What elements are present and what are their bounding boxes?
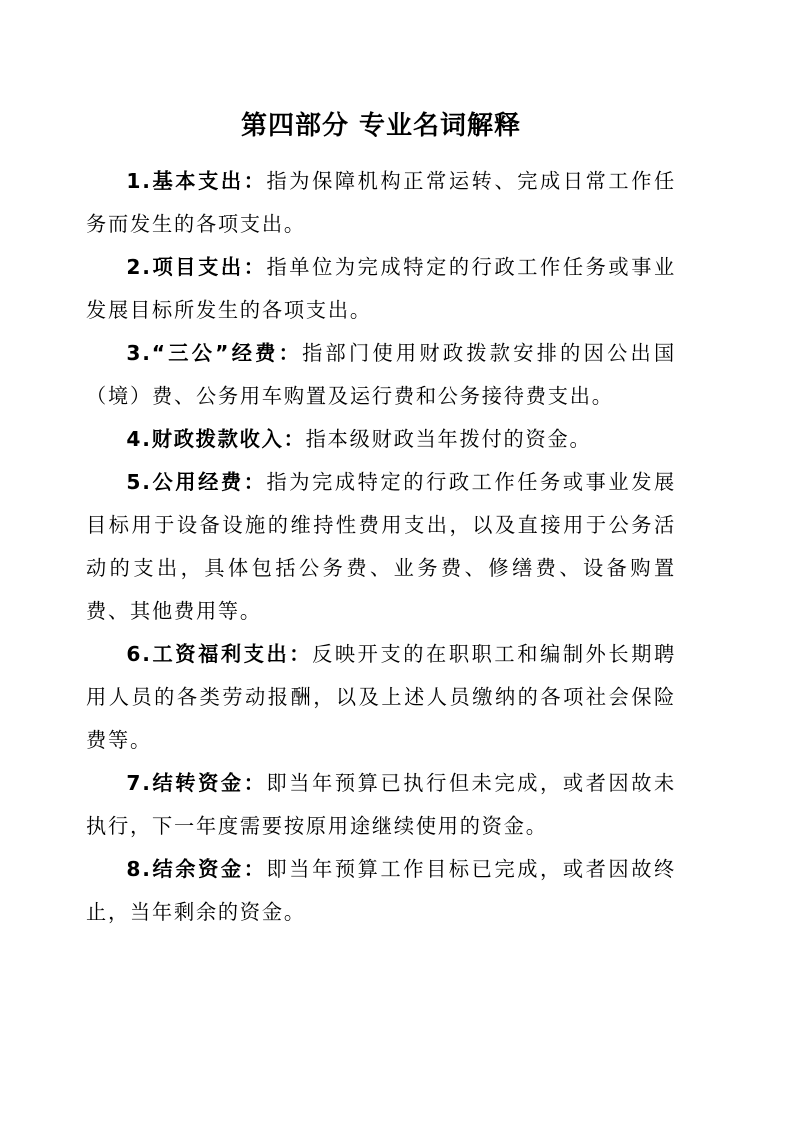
definition-item [86,461,676,633]
definition-term: 8.结余资金： [126,857,267,881]
definition-item [86,418,676,461]
definition-item [86,633,676,762]
definition-item [86,332,676,418]
definition-term: 6.工资福利支出： [126,642,313,666]
definition-term: 7.结转资金： [126,771,267,795]
definition-text: 指部门使用财政拨款安排的因公出国（境）费、公务用车购置及运行费和公务接待费支出。 [86,341,676,408]
definition-text: 指为保障机构正常运转、完成日常工作任务而发生的各项支出。 [86,169,676,236]
page-title: 第四部分 专业名词解释 [240,111,522,141]
definition-term: 1.基本支出： [126,169,267,193]
definition-item [86,246,676,332]
definition-term: 3.“三公”经费： [126,341,303,365]
definition-text: 指本级财政当年拨付的资金。 [305,427,592,451]
definition-item [86,160,676,246]
definition-item [86,848,676,934]
definitions-list [86,160,676,934]
definition-text: 指单位为完成特定的行政工作任务或事业发展目标所发生的各项支出。 [86,255,676,322]
definition-text: 即当年预算已执行但未完成，或者因故未执行，下一年度需要按原用途继续使用的资金。 [86,771,676,838]
definition-text: 反映开支的在职职工和编制外长期聘用人员的各类劳动报酬，以及上述人员缴纳的各项社会保险费等。 [86,642,676,752]
definition-term: 2.项目支出： [126,255,267,279]
document-page [86,0,676,1122]
definition-text: 指为完成特定的行政工作任务或事业发展目标用于设备设施的维持性费用支出，以及直接用于公务活动的支出，具体包括公务费、业务费、修缮费、设备购置费、其他费用等。 [86,470,676,623]
definition-text: 即当年预算工作目标已完成，或者因故终止，当年剩余的资金。 [86,857,676,924]
definition-term: 5.公用经费： [126,470,267,494]
definition-item [86,762,676,848]
definition-term: 4.财政拨款收入： [126,427,306,451]
